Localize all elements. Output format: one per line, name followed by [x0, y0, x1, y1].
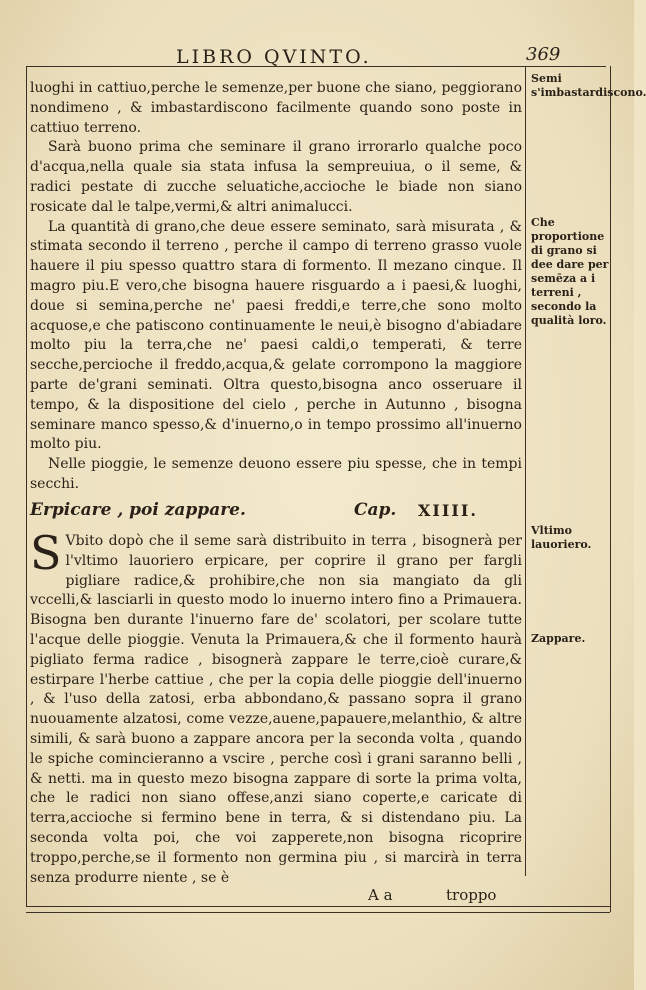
marginal-note-semi: Semi s'imbastardiscono. — [531, 72, 646, 99]
frame-rule-bottom-inner — [26, 912, 610, 913]
chapter-text — [30, 526, 522, 888]
chapter-number: XIIII. — [418, 501, 478, 520]
chapter-title: Erpicare , poi zappare. — [30, 500, 246, 520]
chapter-heading — [30, 500, 522, 524]
catchword: troppo — [446, 886, 497, 904]
marginal-note-lauoriero: Vltimo lauoriero. — [531, 524, 592, 551]
frame-rule-bottom — [26, 906, 610, 907]
page-number: 369 — [526, 44, 561, 65]
frame-rule-margin — [525, 66, 526, 876]
body-text — [30, 79, 522, 495]
paragraph: Nelle pioggie, le semenze deuono essere piu spesse, che in tempi secchi. — [30, 456, 522, 492]
page-header — [26, 42, 606, 68]
drop-cap: S — [30, 526, 62, 580]
paragraph: Sarà buono prima che seminare il grano irrorarlo qualche poco d'acqua,nella quale sia stata infusa la sempreuiua, o il seme, & radici pestate di zucche seluatiche,accioche le biade non siano rosicate dal le talpe,vermi,& altri animalucci. — [30, 139, 522, 215]
paragraph: La quantità di grano,che deue essere seminato, sarà misurata , & stimata secondo il terreno , perche il campo di terreno grasso vuole hauere il piu spesso quattro stara di formento. Il mezano cinque. Il magro piu.E vero,che bisogna hauere risguardo a i paesi,& luoghi, doue si semina,perche ne' paesi freddi,e terre,che sono molto acquose,e che patiscono continuamente le neui,è bisogno d'abiadare molto piu la terra,che ne' paesi caldi,o temperati, & terre secche,percioche il freddo,acqua,& gelate corrompono la maggiore parte de'grani seminati. Oltra questo,bisogna anco osseruare il tempo, & la dispositione del cielo , perche in Autunno , bisogna seminare manco spesso,& d'inuerno,o in tempo prossimo all'inuerno molto piu. — [30, 218, 522, 453]
frame-rule-right — [610, 66, 611, 912]
frame-rule-left — [26, 66, 27, 906]
chapter-cap-label: Cap. — [354, 500, 397, 520]
paragraph: luoghi in cattiuo,perche le semenze,per buone che siano, peggiorano nondimeno , & imbastardiscono facilmente quando sono poste in cattiuo terreno. — [30, 80, 522, 136]
signature-mark: A a — [368, 886, 393, 904]
marginal-note-proportione: Che proportione di grano si dee dare per semēza a i terreni , secondo la qualità loro. — [531, 216, 609, 327]
chapter-body: Vbito dopò che il seme sarà distribuito in terra , bisognerà per l'vltimo lauoriero erpicare, per coprire il grano per fargli pigliare radice,& prohibire,che non sia mangiato da gli vccelli,& lasciarli in questo modo lo inuerno intero fino a Primauera. Bisogna ben durante l'inuerno fare de' scolatori, per scolare tutte l'acque delle pioggie. Venuta la Primauera,& che il formento haurà pigliato ferma radice , bisognerà zappare le terre,cioè curare,& estirpare l'herbe cattiue , che per la copia delle pioggie dell'inuerno , & l'uso della zatosi, erba abbondano,& passano sopra il grano nuouamente alzatosi, come vezze,auene,papauere,melanthio, & altre simili, & sarà buono a zappare ancora per la seconda volta , quando le spiche comincieranno a vscire , perche così i grani saranno belli , & netti. ma in questo mezo bisogna zappare di sorte la prima volta, che le radici non siano offese,anzi siano coperte,e caricate di terra,accioche si fermino bene in terra, & si distendano piu. La seconda volta poi, che voi zapperete,non bisogna ricoprire troppo,perche,se il formento non germina piu , si marcirà in terra senza produrre niente , se è — [30, 533, 522, 886]
marginal-note-zappare: Zappare. — [531, 632, 586, 645]
frame-rule-top — [26, 66, 606, 67]
running-head: LIBRO QVINTO. — [176, 46, 372, 68]
